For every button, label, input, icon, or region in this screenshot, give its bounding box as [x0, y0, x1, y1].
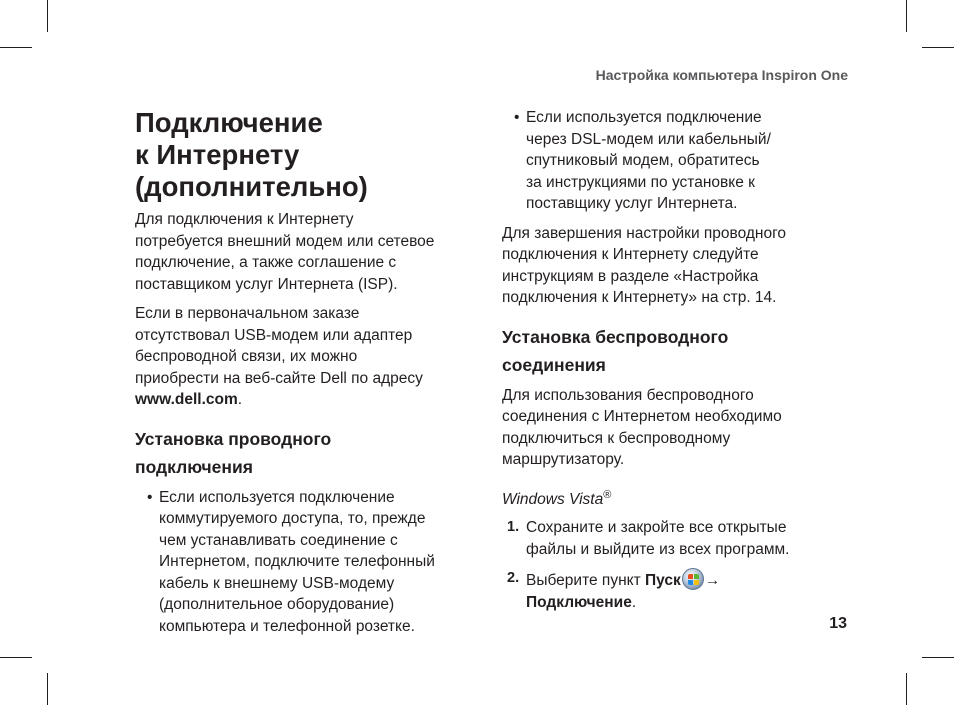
finish-line: инструкциям в разделе «Настройка	[502, 267, 759, 285]
wireless-heading-line: Установка беспроводного	[502, 326, 729, 347]
step-number: 1.	[507, 519, 520, 535]
finish-setup-paragraph	[502, 223, 848, 309]
intro-line: подключение, а также соглашение с	[135, 254, 397, 271]
crop-mark-bottom-right-vertical	[906, 673, 907, 705]
wired-heading-line: подключения	[135, 456, 253, 477]
windows-start-icon	[682, 568, 704, 590]
step-item	[502, 517, 848, 560]
wireless-intro-line: Для использования беспроводного	[502, 386, 754, 404]
usb-line: приобрести на веб-сайте Dell по адресу	[135, 369, 423, 387]
dsl-line: поставщику услуг Интернета.	[526, 195, 738, 212]
step-number: 2.	[507, 570, 520, 586]
os-name: Windows Vista	[502, 490, 604, 508]
wired-heading-line: Установка проводного	[135, 428, 332, 449]
usb-line: Если в первоначальном заказе	[135, 305, 360, 322]
wireless-intro-line: подключиться к беспроводному	[502, 429, 731, 447]
finish-line: подключения к Интернету» на стр. 14.	[502, 289, 777, 306]
website-suffix: .	[237, 391, 243, 408]
intro-line: поставщиком услуг Интернета (ISP).	[135, 275, 398, 293]
step-item	[502, 568, 848, 613]
right-column	[502, 107, 848, 621]
dialup-line: Интернетом, подключите телефонный	[159, 553, 435, 570]
wireless-intro-paragraph	[502, 385, 848, 471]
connect-to-label: Подключение	[526, 593, 632, 611]
step-line: файлы и выйдите из всех программ.	[526, 540, 790, 558]
wired-connection-heading	[135, 425, 480, 481]
left-column	[135, 107, 480, 645]
dialup-line: коммутируемого доступа, то, прежде	[159, 510, 426, 527]
running-head: Настройка компьютера Inspiron One	[595, 67, 848, 83]
registered-mark: ®	[603, 488, 612, 501]
dell-website-link[interactable]: www.dell.com	[135, 391, 238, 408]
page-title-line: Подключение	[135, 107, 323, 138]
usb-line: беспроводной связи, их можно	[135, 348, 358, 365]
dialup-line: Если используется подключение	[159, 488, 395, 506]
crop-mark-bottom-right-horizontal	[922, 657, 954, 658]
arrow-symbol: →	[704, 572, 721, 589]
step-line: Сохраните и закройте все открытые	[526, 519, 787, 536]
crop-mark-bottom-left-horizontal	[0, 657, 32, 658]
bullet-dot: •	[147, 488, 153, 506]
finish-line: подключения к Интернету следуйте	[502, 246, 759, 263]
wireless-intro-line: маршрутизатору.	[502, 451, 625, 468]
dialup-line: кабель к внешнему USB-модему	[159, 574, 395, 592]
website-line	[135, 389, 480, 411]
crop-mark-bottom-left-vertical	[47, 673, 48, 705]
page-title-line: к Интернету	[135, 139, 300, 170]
intro-paragraph	[135, 209, 480, 295]
crop-mark-top-right-horizontal	[922, 47, 954, 48]
dsl-line: за инструкциями по установке к	[526, 173, 755, 191]
bullet-dot: •	[514, 109, 520, 126]
os-name-label	[502, 485, 848, 511]
wireless-intro-line: соединения с Интернетом необходимо	[502, 408, 782, 425]
wireless-connection-heading	[502, 323, 848, 379]
start-menu-label: Пуск	[645, 572, 681, 589]
dsl-bullet-item	[502, 107, 848, 215]
dsl-line: Если используется подключение	[526, 109, 762, 126]
page-number: 13	[829, 615, 847, 632]
page-title	[135, 107, 480, 203]
step-suffix: .	[631, 593, 637, 611]
dialup-line: компьютера и телефонной розетке.	[159, 617, 415, 635]
step-line	[526, 568, 848, 592]
finish-line: Для завершения настройки проводного	[502, 224, 787, 242]
crop-mark-top-left-horizontal	[0, 47, 32, 48]
dialup-line: (дополнительное оборудование)	[159, 596, 395, 613]
usb-line: отсутствовал USB-модем или адаптер	[135, 326, 413, 344]
intro-line: Для подключения к Интернету	[135, 211, 354, 228]
step-prefix: Выберите пункт	[526, 572, 645, 589]
intro-line: потребуется внешний модем или сетевое	[135, 232, 435, 250]
step-line	[526, 592, 848, 614]
dialup-line: чем устанавливать соединение с	[159, 531, 398, 549]
crop-mark-top-right-vertical	[906, 0, 907, 32]
dsl-line: спутниковый модем, обратитесь	[526, 152, 760, 169]
dialup-bullet-item	[135, 487, 480, 638]
wireless-heading-line: соединения	[502, 354, 606, 375]
dsl-line: через DSL-модем или кабельный/	[526, 130, 771, 148]
usb-modem-paragraph	[135, 303, 480, 411]
crop-mark-top-left-vertical	[47, 0, 48, 32]
page-title-line: (дополнительно)	[135, 171, 368, 202]
